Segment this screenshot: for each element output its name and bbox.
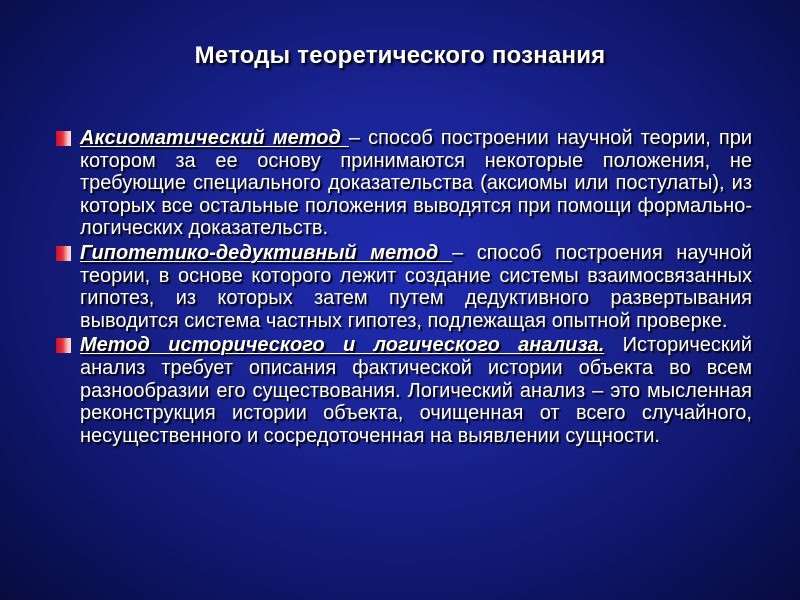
square-bullet-icon: [56, 131, 71, 146]
slide-title: Методы теоретического познания: [194, 42, 606, 69]
method-description: Исторический анализ требует описания фактической истории объекта во всем разнообразии его существования. Логический анализ – это мысленная реконструкция истории объекта, очищенная от всего случайного, несущественного и сосредоточенная на выявлении сущности.: [80, 334, 752, 447]
list-item-hypothetico-deductive-method: [56, 242, 752, 332]
list-item-historical-logical-method: [56, 334, 752, 447]
methods-list: [56, 127, 752, 449]
method-description: – способ построении научной теории, при котором за ее основу принимаются некоторые положения, не требующие специального доказательства (аксиомы или постулаты), из которых все остальные положения выводятся при помощи формально-логических доказательств.: [80, 127, 752, 240]
square-bullet-icon: [56, 246, 71, 261]
square-bullet-icon: [56, 338, 71, 353]
method-term: Аксиоматический метод: [80, 127, 349, 149]
method-term: Метод исторического и логического анализа.: [80, 334, 605, 357]
list-item-axiomatic-method: [56, 127, 752, 240]
method-term: Гипотетико-дедуктивный метод: [80, 241, 452, 264]
method-description: – способ построения научной теории, в основе которого лежит создание системы взаимосвязанных гипотез, из которых затем путем дедуктивного развертывания выводится система частных гипотез, подлежащая опытной проверке.: [80, 241, 753, 332]
